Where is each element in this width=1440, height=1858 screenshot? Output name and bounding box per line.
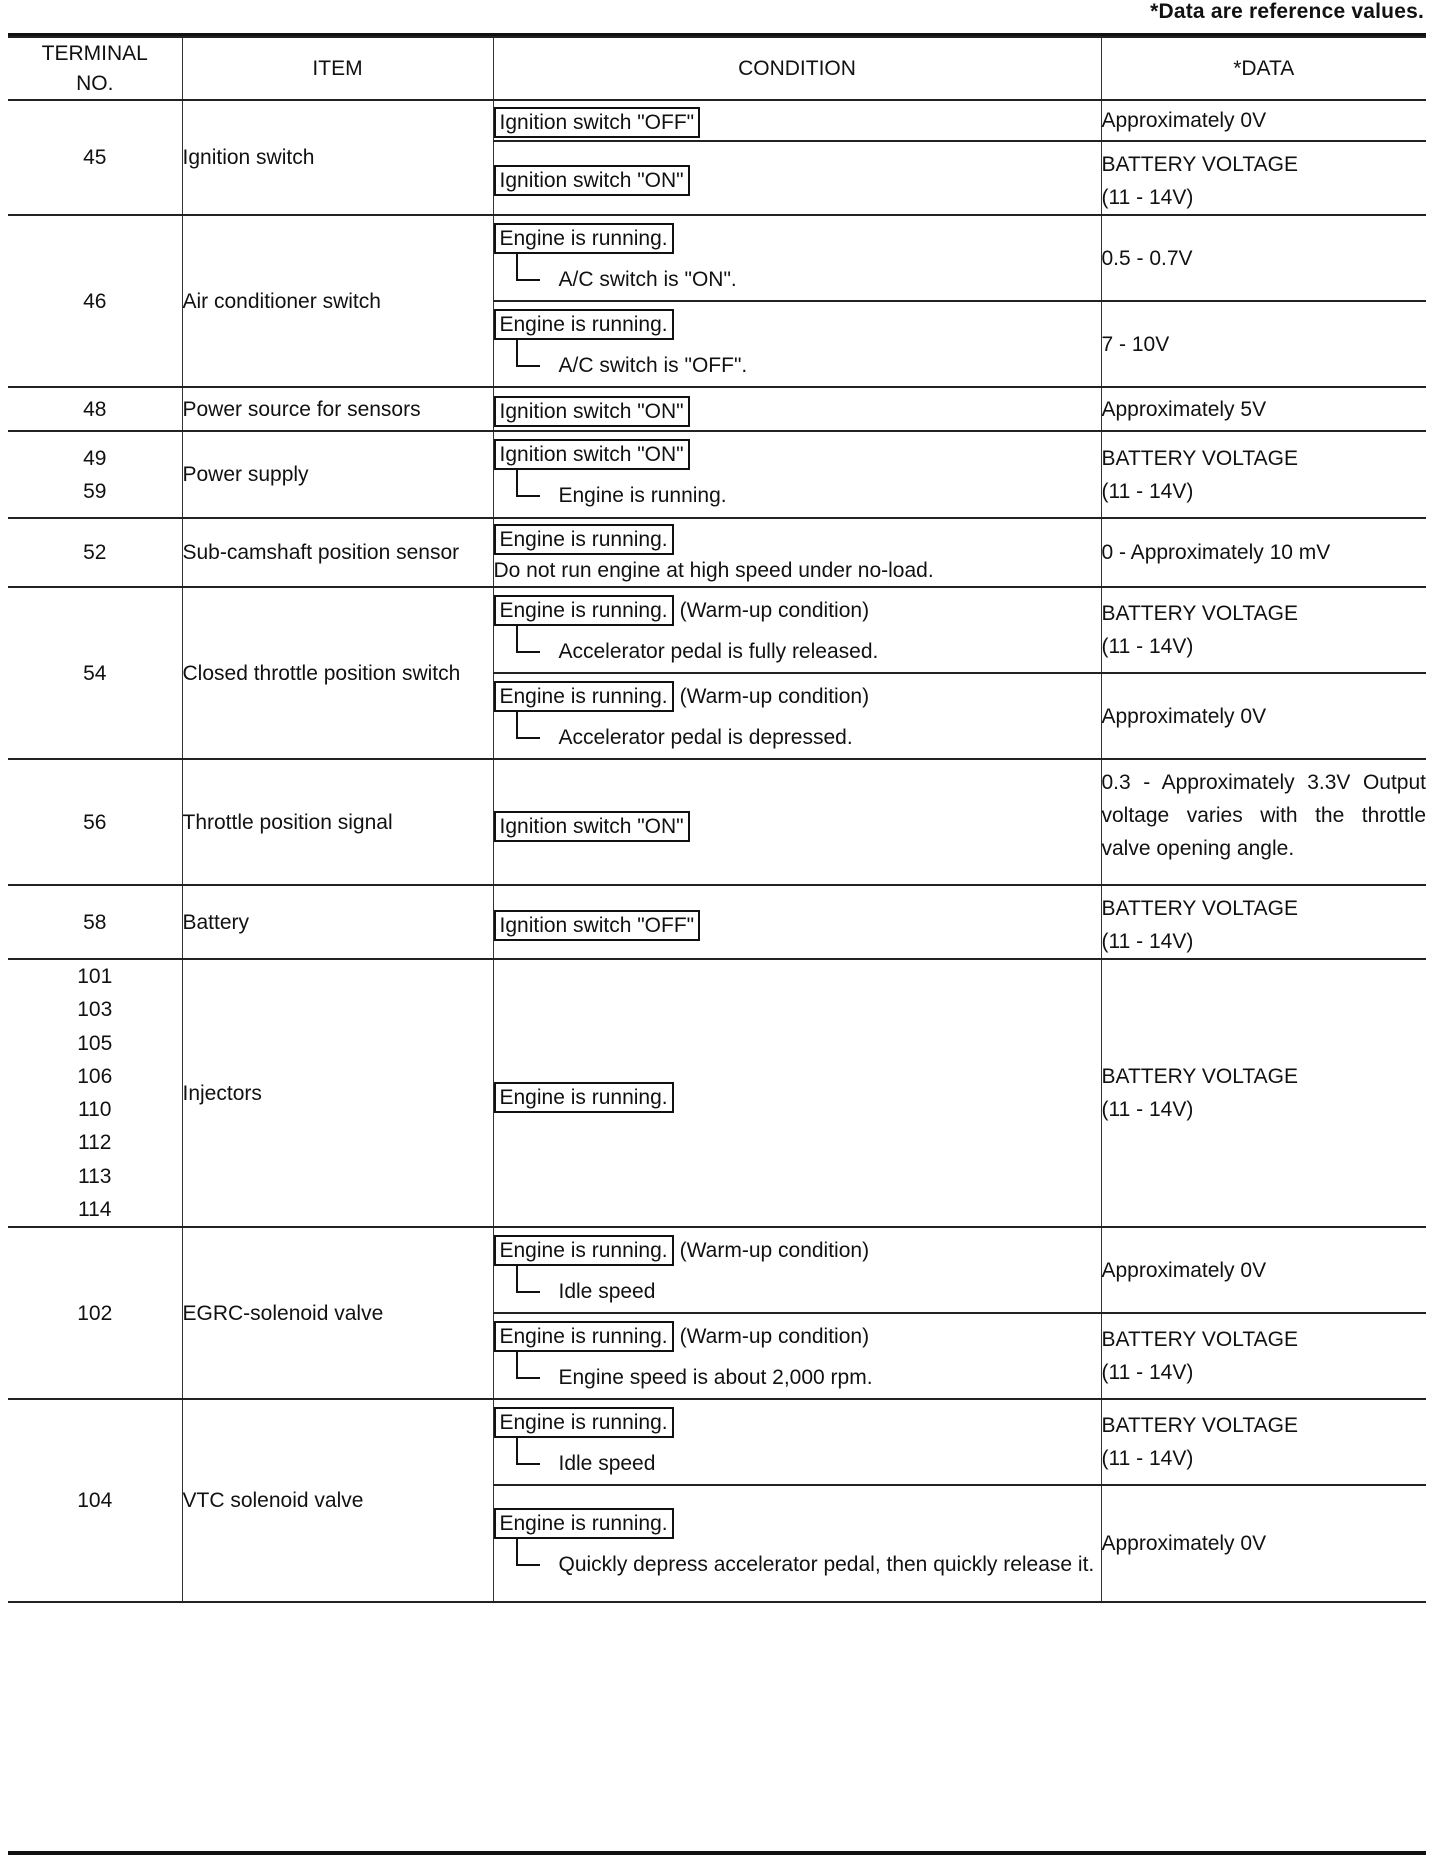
- sub-condition-text: A/C switch is "ON".: [558, 267, 737, 291]
- condition-cell: [493, 587, 1101, 673]
- data-cell: Approximately 0V: [1101, 1227, 1426, 1313]
- terminal-cell: 52: [8, 518, 182, 587]
- item-cell: Air conditioner switch: [182, 215, 493, 387]
- sub-condition: [494, 481, 1101, 511]
- header-condition: CONDITION: [493, 37, 1101, 100]
- condition-cell: [493, 387, 1101, 431]
- condition-box: Ignition switch "ON": [494, 439, 690, 470]
- branch-connector-icon: [516, 626, 540, 653]
- table-row: [8, 959, 1426, 1227]
- data-cell: BATTERY VOLTAGE (11 - 14V): [1101, 1399, 1426, 1485]
- data-cell: 0 - Approximately 10 mV: [1101, 518, 1426, 587]
- condition-cell: [493, 1227, 1101, 1313]
- terminal-cell: 46: [8, 215, 182, 387]
- table-row: [8, 100, 1426, 141]
- item-cell: Closed throttle position switch: [182, 587, 493, 759]
- condition-box: Engine is running.: [494, 1235, 674, 1266]
- table-row: [8, 587, 1426, 673]
- terminal-cell: 54: [8, 587, 182, 759]
- branch-connector-icon: [516, 1266, 540, 1293]
- header-terminal: TERMINAL NO.: [8, 37, 182, 100]
- item-cell: Injectors: [182, 959, 493, 1227]
- branch-connector-icon: [516, 254, 540, 281]
- sub-condition: [494, 723, 1101, 753]
- branch-connector-icon: [516, 1539, 540, 1566]
- condition-cell: [493, 759, 1101, 885]
- sub-condition: [494, 1449, 1101, 1479]
- data-cell: 0.5 - 0.7V: [1101, 215, 1426, 301]
- terminal-cell: 49 59: [8, 431, 182, 518]
- condition-box: Engine is running.: [494, 1407, 674, 1438]
- terminal-cell: 45: [8, 100, 182, 215]
- sub-condition: [494, 1277, 1101, 1307]
- item-cell: VTC solenoid valve: [182, 1399, 493, 1602]
- condition-cell: [493, 1399, 1101, 1485]
- data-cell: 0.3 - Approximately 3.3V Output voltage varies with the throttle valve opening angle.: [1101, 759, 1426, 885]
- data-cell: BATTERY VOLTAGE (11 - 14V): [1101, 141, 1426, 215]
- condition-cell: [493, 518, 1101, 587]
- condition-box: Engine is running.: [494, 309, 674, 340]
- branch-connector-icon: [516, 1438, 540, 1465]
- branch-connector-icon: [516, 712, 540, 739]
- table-row: [8, 215, 1426, 301]
- data-cell: BATTERY VOLTAGE (11 - 14V): [1101, 1313, 1426, 1399]
- condition-cell: [493, 100, 1101, 141]
- reference-values-note: *Data are reference values.: [1150, 0, 1424, 23]
- header-item: ITEM: [182, 37, 493, 100]
- data-cell: BATTERY VOLTAGE (11 - 14V): [1101, 587, 1426, 673]
- data-cell: BATTERY VOLTAGE (11 - 14V): [1101, 959, 1426, 1227]
- data-cell: 7 - 10V: [1101, 301, 1426, 387]
- condition-box: Engine is running.: [494, 681, 674, 712]
- data-cell: BATTERY VOLTAGE (11 - 14V): [1101, 431, 1426, 518]
- condition-qualifier: (Warm-up condition): [679, 1238, 870, 1262]
- terminal-cell: 101 103 105 106 110 112 113 114: [8, 959, 182, 1227]
- condition-qualifier: (Warm-up condition): [679, 598, 870, 622]
- item-cell: Power supply: [182, 431, 493, 518]
- table-row: [8, 759, 1426, 885]
- terminal-cell: 48: [8, 387, 182, 431]
- condition-cell: [493, 215, 1101, 301]
- table-row: [8, 885, 1426, 959]
- data-cell: Approximately 0V: [1101, 1485, 1426, 1602]
- sub-condition: [494, 1363, 1101, 1393]
- sub-condition: [494, 351, 1101, 381]
- sub-condition-text: Idle speed: [558, 1451, 656, 1475]
- condition-box: Engine is running.: [494, 1321, 674, 1352]
- table-row: [8, 431, 1426, 518]
- condition-cell: [493, 301, 1101, 387]
- branch-connector-icon: [516, 1352, 540, 1379]
- item-cell: Power source for sensors: [182, 387, 493, 431]
- sub-condition-text: Accelerator pedal is fully released.: [558, 639, 879, 663]
- condition-qualifier: (Warm-up condition): [679, 1324, 870, 1348]
- condition-cell: [493, 1485, 1101, 1602]
- sub-condition-text: Engine speed is about 2,000 rpm.: [558, 1365, 873, 1389]
- header-row: [8, 37, 1426, 100]
- condition-box: Ignition switch "OFF": [494, 107, 701, 138]
- sub-condition-text: Quickly depress accelerator pedal, then quickly release it.: [558, 1553, 1095, 1577]
- item-cell: Ignition switch: [182, 100, 493, 215]
- terminal-cell: 104: [8, 1399, 182, 1602]
- terminal-cell: 58: [8, 885, 182, 959]
- table-row: [8, 1399, 1426, 1485]
- condition-cell: [493, 959, 1101, 1227]
- condition-box: Engine is running.: [494, 1082, 674, 1113]
- condition-box: Engine is running.: [494, 223, 674, 254]
- condition-box: Ignition switch "OFF": [494, 910, 701, 941]
- branch-connector-icon: [516, 470, 540, 497]
- condition-note: Do not run engine at high speed under no-load.: [493, 559, 934, 582]
- sub-condition-text: Idle speed: [558, 1279, 656, 1303]
- sub-condition: [494, 637, 1101, 667]
- branch-connector-icon: [516, 340, 540, 367]
- condition-box: Ignition switch "ON": [494, 811, 690, 842]
- sub-condition: [494, 1550, 1101, 1580]
- terminal-cell: 56: [8, 759, 182, 885]
- table-row: [8, 1227, 1426, 1313]
- terminal-spec-table: [8, 36, 1426, 1603]
- data-cell: Approximately 0V: [1101, 100, 1426, 141]
- item-cell: Sub-camshaft position sensor: [182, 518, 493, 587]
- item-cell: Battery: [182, 885, 493, 959]
- sub-condition: [494, 265, 1101, 295]
- condition-box: Engine is running.: [494, 524, 674, 555]
- data-cell: BATTERY VOLTAGE (11 - 14V): [1101, 885, 1426, 959]
- table-bottom-rule: [8, 1851, 1426, 1855]
- item-cell: EGRC-solenoid valve: [182, 1227, 493, 1399]
- condition-cell: [493, 141, 1101, 215]
- condition-cell: [493, 673, 1101, 759]
- sub-condition-text: Engine is running.: [558, 484, 727, 507]
- condition-box: Ignition switch "ON": [494, 396, 690, 427]
- terminal-cell: 102: [8, 1227, 182, 1399]
- data-cell: Approximately 0V: [1101, 673, 1426, 759]
- condition-box: Engine is running.: [494, 595, 674, 626]
- data-cell: Approximately 5V: [1101, 387, 1426, 431]
- sub-condition-text: Accelerator pedal is depressed.: [558, 725, 853, 749]
- condition-qualifier: (Warm-up condition): [679, 684, 870, 708]
- condition-box: Ignition switch "ON": [494, 165, 690, 196]
- table-row: [8, 387, 1426, 431]
- header-data: *DATA: [1101, 37, 1426, 100]
- condition-box: Engine is running.: [494, 1508, 674, 1539]
- sub-condition-text: A/C switch is "OFF".: [558, 353, 748, 377]
- item-cell: Throttle position signal: [182, 759, 493, 885]
- condition-cell: [493, 885, 1101, 959]
- condition-cell: [493, 431, 1101, 518]
- table-row: [8, 518, 1426, 587]
- condition-cell: [493, 1313, 1101, 1399]
